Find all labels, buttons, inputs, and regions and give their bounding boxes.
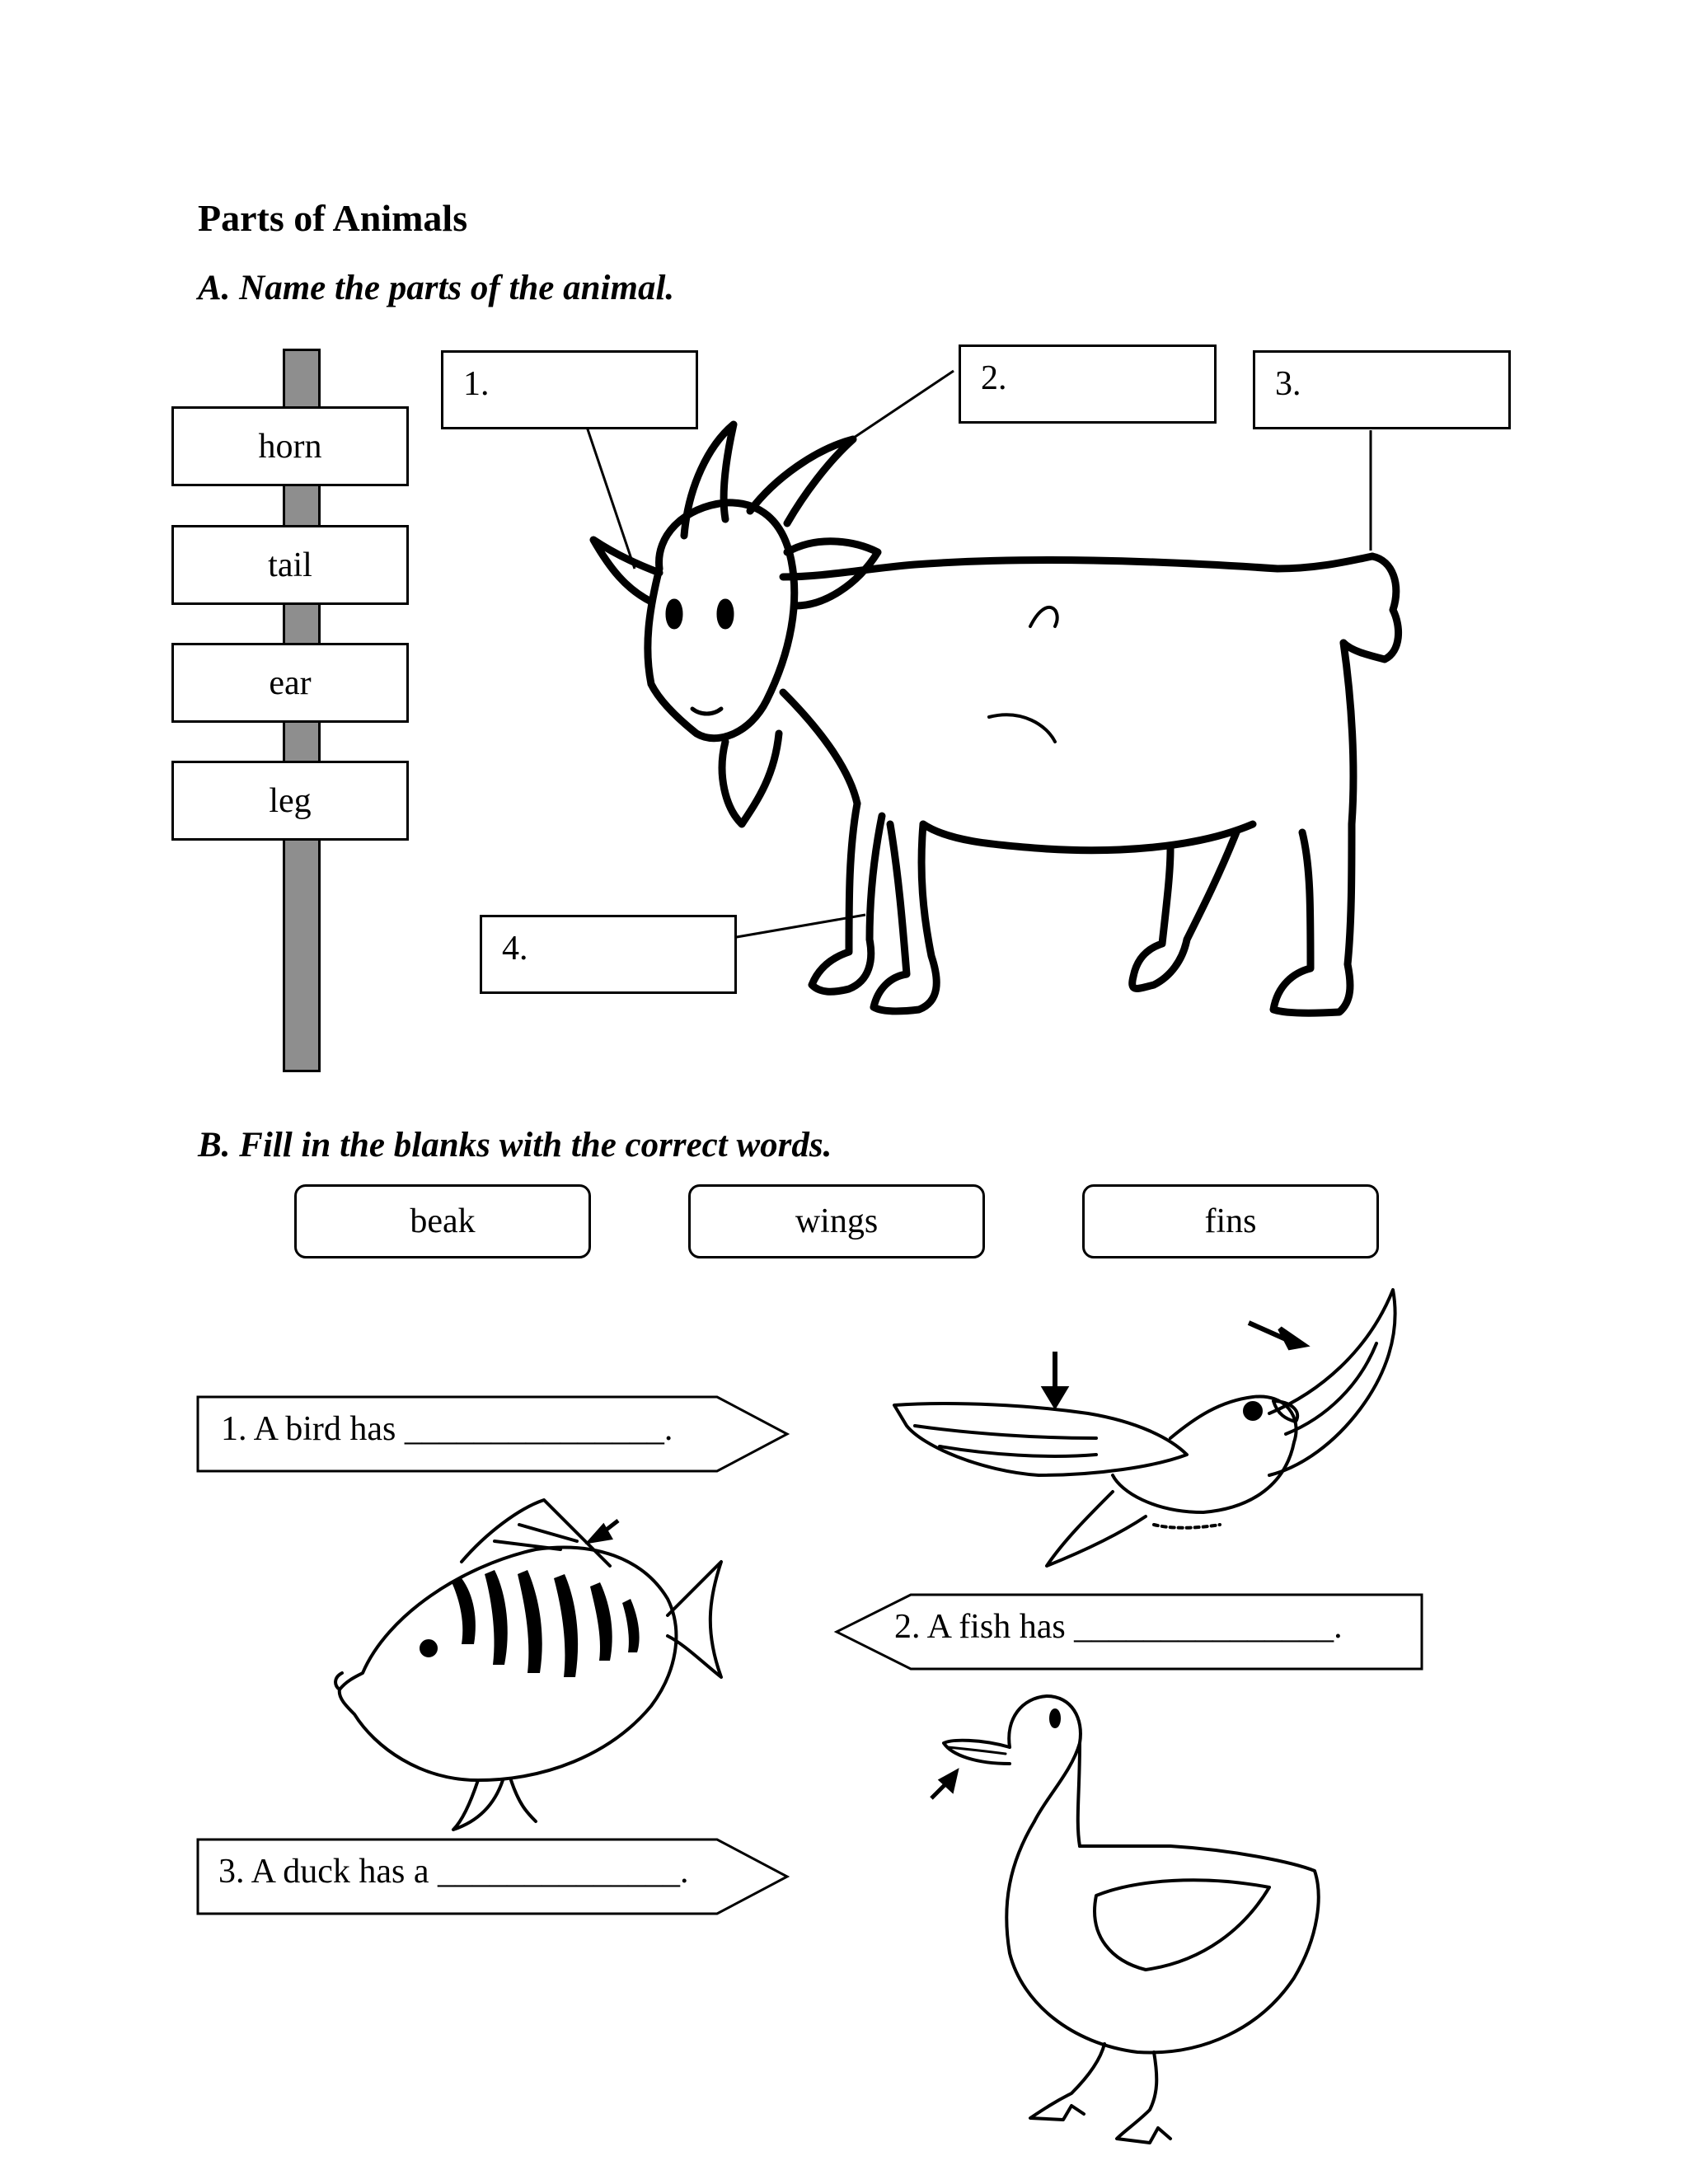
word-bank-wings: wings — [688, 1184, 985, 1258]
word-card-ear: ear — [171, 643, 409, 723]
label-box-2[interactable] — [959, 344, 1217, 424]
word-bank-beak: beak — [294, 1184, 591, 1258]
word-bank-fins: fins — [1082, 1184, 1379, 1258]
sentence-3[interactable]: 3. A duck has a ______________. — [218, 1853, 689, 1891]
label-box-1[interactable] — [441, 350, 698, 429]
label-box-number: 2. — [981, 359, 1007, 397]
page-title: Parts of Animals — [198, 197, 468, 239]
word-card-horn: horn — [171, 406, 409, 486]
sentence-1[interactable]: 1. A bird has _______________. — [221, 1410, 673, 1448]
section-b-heading: B. Fill in the blanks with the correct words. — [198, 1126, 832, 1165]
word-card-tail: tail — [171, 525, 409, 605]
duck-illustration — [944, 1696, 1319, 2143]
fish-stripes — [452, 1570, 640, 1677]
bird-arrows — [1045, 1323, 1304, 1405]
label-box-number: 1. — [463, 365, 490, 403]
word-card-leg: leg — [171, 761, 409, 841]
fish-arrow — [590, 1521, 618, 1541]
duck-arrow — [931, 1772, 956, 1798]
section-a-heading: A. Name the parts of the animal. — [198, 269, 675, 307]
label-box-number: 3. — [1275, 365, 1301, 403]
bird-illustration — [894, 1290, 1395, 1566]
connector-2 — [849, 371, 954, 441]
label-box-4[interactable] — [480, 915, 737, 994]
sentence-2[interactable]: 2. A fish has _______________. — [894, 1608, 1343, 1646]
label-box-number: 4. — [502, 930, 528, 968]
label-box-3[interactable] — [1253, 350, 1511, 429]
